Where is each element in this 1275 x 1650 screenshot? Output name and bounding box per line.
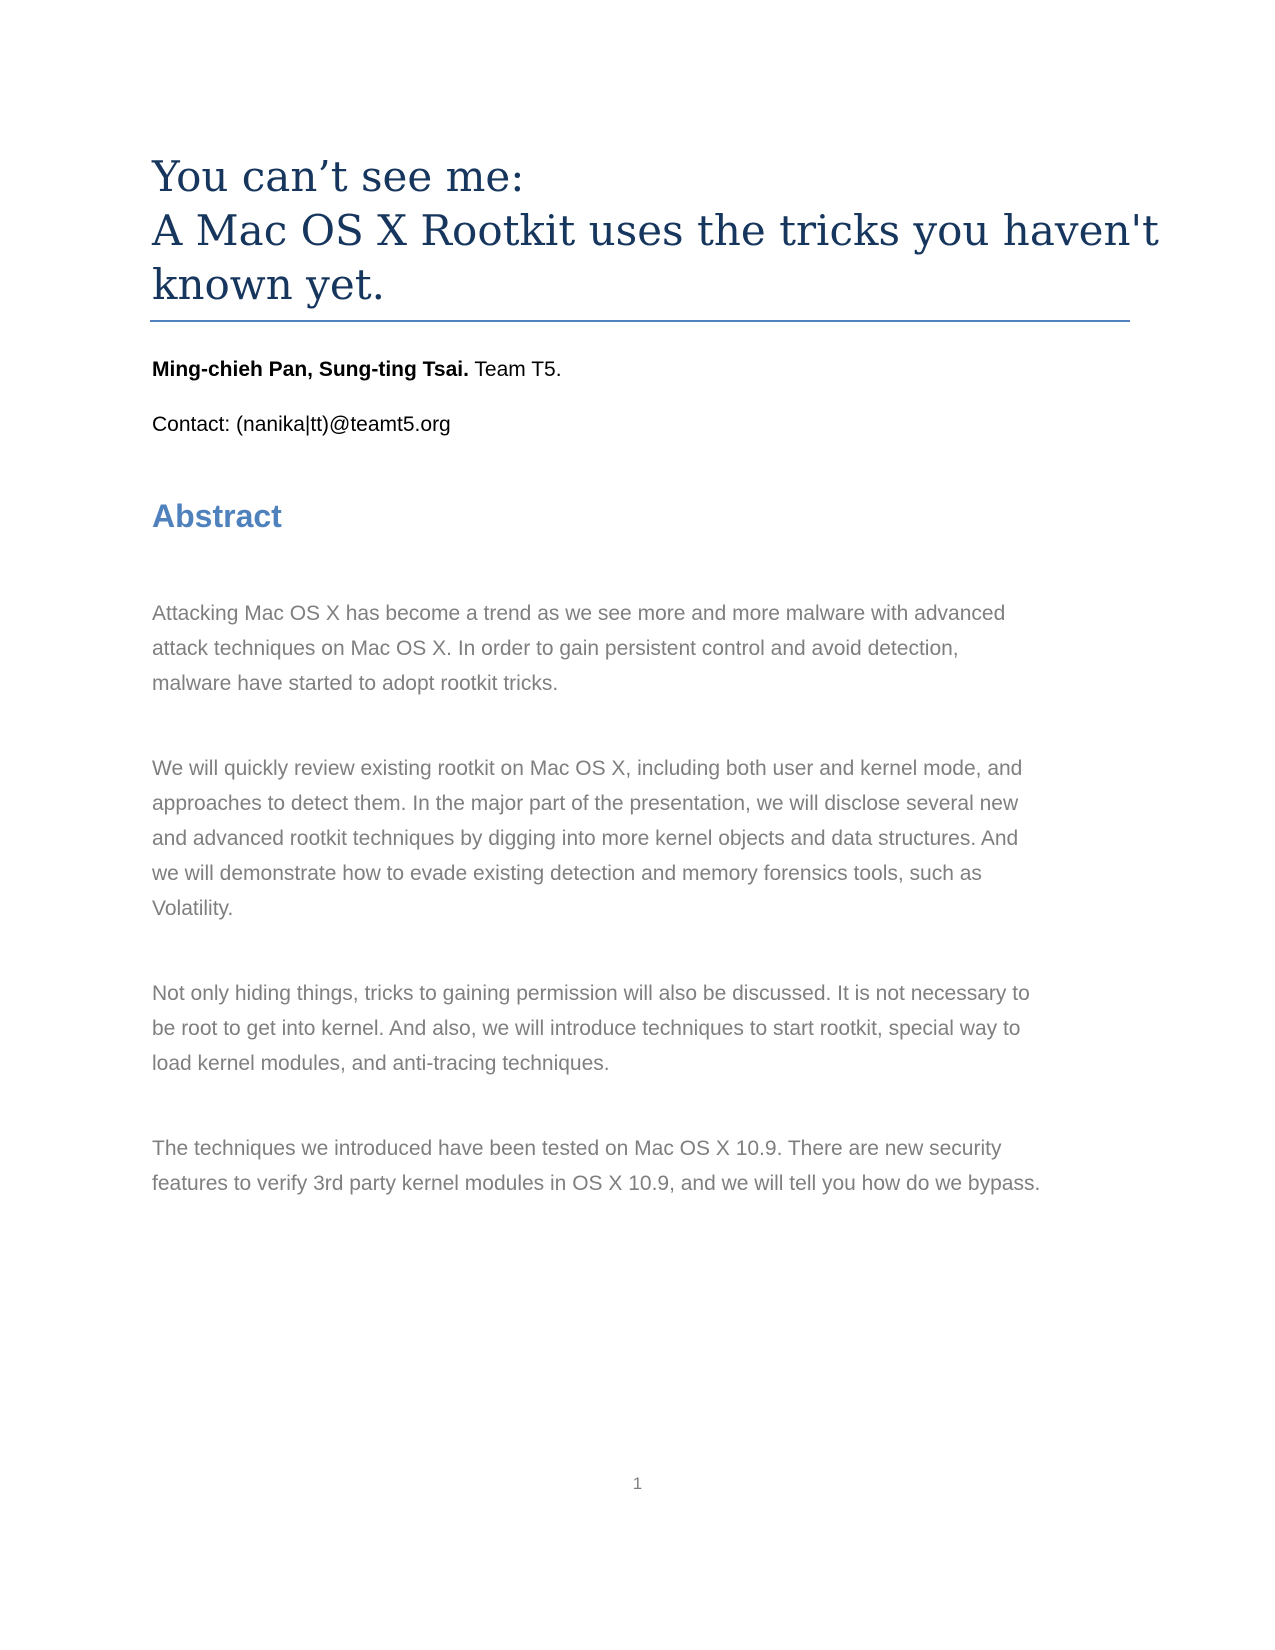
paragraph-line: approaches to detect them. In the major part of the presentation, we will disclose several new [152, 792, 1019, 815]
abstract-paragraph [152, 1131, 1132, 1201]
contact-line: Contact: (nanika|tt)@teamt5.org [152, 413, 451, 436]
paper-title [152, 150, 1159, 312]
page-number: 1 [632, 1474, 643, 1493]
paragraph-line: and advanced rootkit techniques by digging into more kernel objects and data structures. And [152, 827, 1019, 850]
abstract-paragraph [152, 976, 1132, 1081]
author-names: Ming-chieh Pan, Sung-ting Tsai. [152, 358, 469, 381]
paragraph-line: Not only hiding things, tricks to gaining permission will also be discussed. It is not necessary to [152, 982, 1030, 1005]
paragraph-line: features to verify 3rd party kernel modules in OS X 10.9, and we will tell you how do we bypass. [152, 1172, 1041, 1195]
paragraph-line: load kernel modules, and anti-tracing techniques. [152, 1052, 610, 1075]
paragraph-line: Attacking Mac OS X has become a trend as we see more and more malware with advanced [152, 602, 1006, 625]
title-line-3: known yet. [152, 260, 385, 309]
paragraph-line: We will quickly review existing rootkit on Mac OS X, including both user and kernel mode, and [152, 757, 1023, 780]
title-line-1: You can’t see me: [152, 152, 525, 201]
abstract-body [152, 596, 1132, 1251]
title-divider [150, 320, 1130, 322]
paragraph-line: The techniques we introduced have been tested on Mac OS X 10.9. There are new security [152, 1137, 1002, 1160]
paragraph-line: we will demonstrate how to evade existing detection and memory forensics tools, such as [152, 862, 982, 885]
abstract-paragraph [152, 751, 1132, 926]
title-line-2: A Mac OS X Rootkit uses the tricks you haven't [152, 206, 1159, 255]
author-affiliation: Team T5. [474, 358, 562, 381]
paragraph-line: be root to get into kernel. And also, we will introduce techniques to start rootkit, special way to [152, 1017, 1021, 1040]
paragraph-line: malware have started to adopt rootkit tricks. [152, 672, 559, 695]
paragraph-line: Volatility. [152, 897, 234, 920]
abstract-heading: Abstract [152, 498, 282, 534]
abstract-paragraph [152, 596, 1132, 701]
paragraph-line: attack techniques on Mac OS X. In order to gain persistent control and avoid detection, [152, 637, 959, 660]
author-line [152, 356, 562, 384]
